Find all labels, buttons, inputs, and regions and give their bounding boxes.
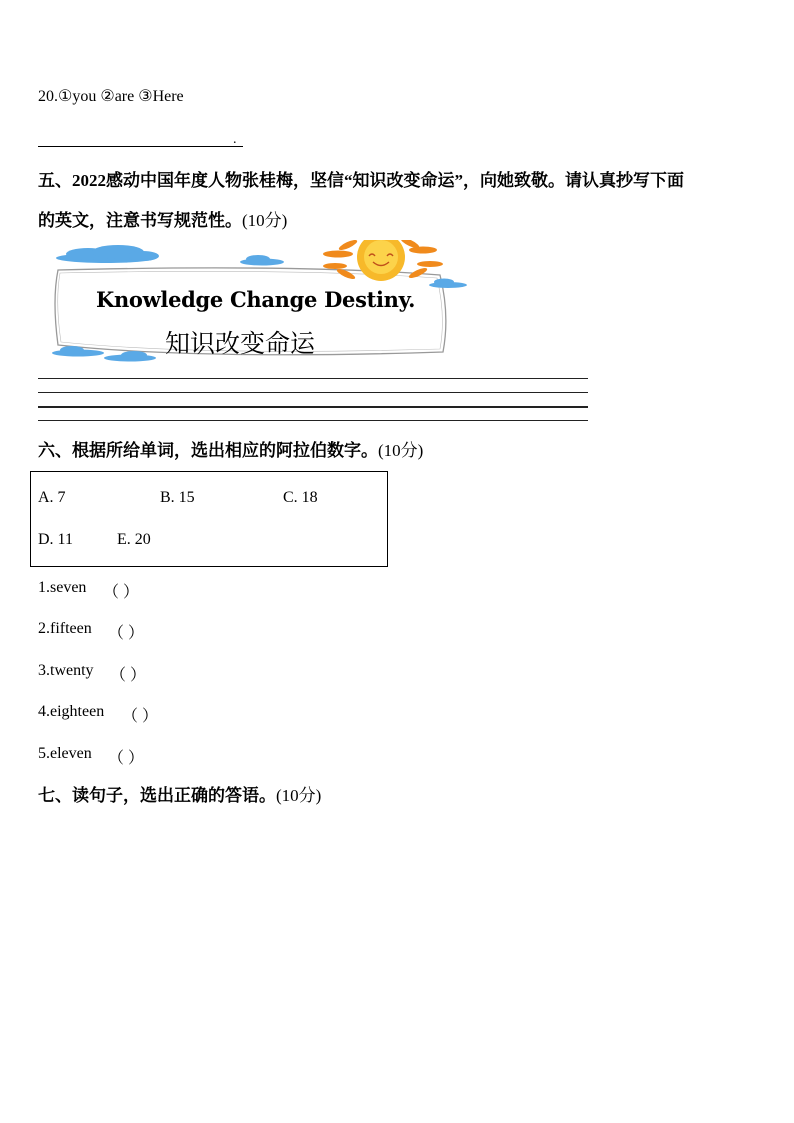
section-5-heading-line1: 五、2022感动中国年度人物张桂梅，坚信“知识改变命运”，向她致敬。请认真抄写下面 [38, 171, 684, 190]
cloud-icon [240, 255, 284, 266]
writing-line[interactable] [38, 392, 588, 393]
answer-blank-line[interactable] [38, 146, 243, 147]
option-c: C. 18 [283, 489, 318, 506]
answer-paren[interactable]: （ ） [108, 625, 145, 642]
section-5-heading-line2: 的英文，注意书写规范性。(10分) [38, 211, 288, 230]
motto-chinese: 知识改变命运 [165, 329, 316, 358]
list-item: 4.eighteen [38, 703, 105, 720]
answer-paren[interactable]: （ ） [108, 750, 145, 767]
section-7-heading: 七、读句子，选出正确的答语。(10分) [38, 786, 322, 805]
writing-line[interactable] [38, 378, 588, 379]
options-box [30, 471, 388, 567]
cloud-icon [56, 245, 159, 263]
section-6-points: (10分) [378, 441, 424, 460]
answer-paren[interactable]: （ ） [110, 667, 147, 684]
writing-line[interactable] [38, 406, 588, 408]
option-e: E. 20 [117, 531, 151, 548]
motto-english: Knowledge Change Destiny. [96, 287, 416, 312]
list-item: 3.twenty [38, 662, 94, 679]
option-d: D. 11 [38, 531, 73, 548]
list-item: 1.seven [38, 579, 87, 596]
option-b: B. 15 [160, 489, 195, 506]
answer-paren[interactable]: （ ） [122, 708, 159, 725]
question-20: 20.①you ②are ③Here [38, 88, 184, 105]
answer-period: . [233, 132, 237, 147]
list-item: 2.fifteen [38, 620, 92, 637]
section-7-points: (10分) [276, 786, 322, 805]
section-5-points: (10分) [242, 211, 288, 230]
section-6-heading: 六、根据所给单词，选出相应的阿拉伯数字。(10分) [38, 441, 424, 460]
list-item: 5.eleven [38, 745, 92, 762]
writing-line[interactable] [38, 420, 588, 421]
answer-paren[interactable]: （ ） [103, 584, 140, 601]
option-a: A. 7 [38, 489, 66, 506]
